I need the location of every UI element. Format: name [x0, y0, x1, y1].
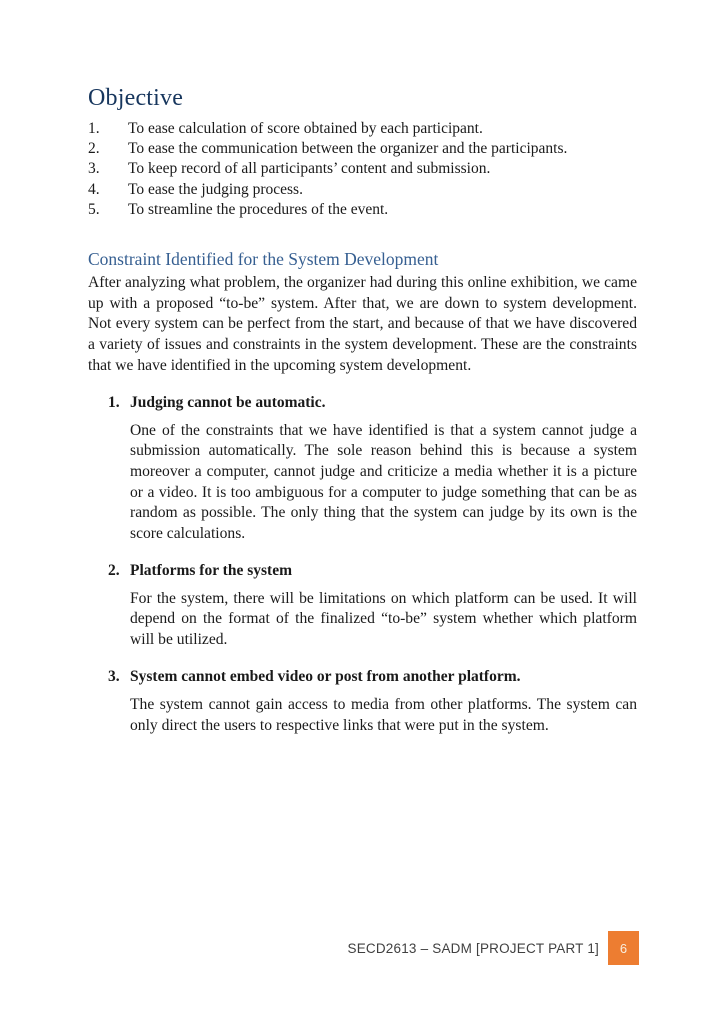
- list-item: [88, 200, 637, 220]
- constraint-title: [108, 667, 637, 687]
- constraint-body: One of the constraints that we have identified is that a system cannot judge a submission automatically. The sole reason behind this is because a system moreover a computer, cannot judge and criticize a media whether it is a picture or a video. It is too ambiguous for a computer to judge something that can be as random as possible. The only thing that the system can judge by its own is the score calculations.: [130, 421, 637, 543]
- constraint-number: 3.: [108, 667, 120, 685]
- list-item: [88, 159, 637, 179]
- section-intro-paragraph: After analyzing what problem, the organizer had during this online exhibition, we came up with a proposed “to-be” system. After that, we are down to system development. Not every system can be perfect from the start, and because of that we have discovered a variety of issues and constraints in the system development. These are the constraints that we have identified in the upcoming system development.: [88, 274, 637, 374]
- constraint-title: [108, 393, 637, 413]
- list-item-number: 4.: [88, 180, 100, 198]
- page-number-badge: 6: [608, 931, 639, 965]
- constraint-title-text: System cannot embed video or post from another platform.: [130, 667, 521, 685]
- constraint-number: 1.: [108, 393, 120, 411]
- list-item-text: To ease the communication between the organizer and the participants.: [128, 140, 568, 158]
- constraint-title: [108, 561, 637, 581]
- list-item: [88, 180, 637, 200]
- list-item: [88, 119, 637, 139]
- list-item-number: 1.: [88, 120, 100, 137]
- section-heading: Constraint Identified for the System Development: [88, 249, 439, 270]
- list-item-text: To keep record of all participants’ content and submission.: [128, 160, 491, 178]
- constraint-body: The system cannot gain access to media from other platforms. The system can only direct the users to respective links that were put in the system.: [130, 695, 637, 734]
- list-item: [88, 139, 637, 159]
- objectives-list: [88, 119, 637, 220]
- constraint-title-text: Judging cannot be automatic.: [130, 393, 326, 411]
- list-item-text: To ease the judging process.: [128, 180, 303, 198]
- footer-course-label: SECD2613 – SADM [PROJECT PART 1]: [347, 940, 599, 956]
- list-item-number: 2.: [88, 140, 100, 158]
- document-content: [88, 84, 637, 736]
- list-item-text: To streamline the procedures of the event.: [128, 200, 389, 218]
- list-item-number: 3.: [88, 160, 100, 178]
- list-item-number: 5.: [88, 200, 100, 218]
- page-footer: [348, 931, 640, 965]
- constraint-body: For the system, there will be limitations on which platform can be used. It will depend on the format of the finalized “to-be” system whether which platform will be utilized.: [130, 589, 637, 649]
- constraint-title-text: Platforms for the system: [130, 561, 292, 579]
- constraint-number: 2.: [108, 561, 120, 579]
- list-item-text: To ease calculation of score obtained by each participant.: [128, 120, 483, 137]
- page-title: Objective: [88, 85, 184, 111]
